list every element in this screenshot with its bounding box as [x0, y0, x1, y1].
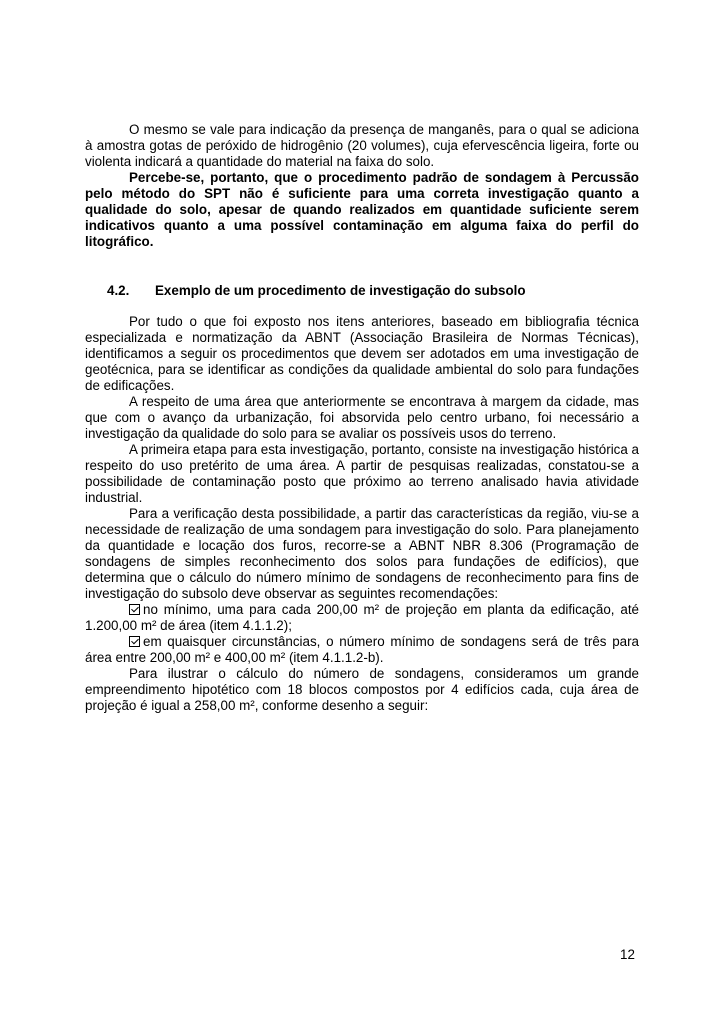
paragraph-illustration: Para ilustrar o cálculo do número de sondagens, consideramos um grande empreendimento hipotético com 18 blocos compostos por 4 edifícios cada, cuja área de projeção é igual a 258,00 m², conforme desenho a seguir: — [85, 666, 639, 713]
paragraph-verification: Para a verificação desta possibilidade, a partir das características da região, viu-se a necessidade de realização de uma sondagem para investigação do solo. Para planejamento da quantidade e locação dos furos, recorre-se a ABNT NBR 8.306 (Programação de sondagens de simples reconhecimento dos solos para fundações de edifícios), que determina que o cálculo do número mínimo de sondagens de reconhecimento para fins de investigação do subsolo deve observar as seguintes recomendações: — [85, 506, 639, 601]
bullet-item-1 — [85, 602, 639, 634]
paragraph-intro: Por tudo o que foi exposto nos itens anteriores, baseado em bibliografia técnica especializada e normatização da ABNT (Associação Brasileira de Normas Técnicas), identificamos a seguir os procedimentos que devem ser adotados em uma investigação de geotécnica, para se identificar as condições da qualidade ambiental do solo para fundações de edificações. — [85, 314, 639, 393]
section-title: Exemplo de um procedimento de investigação do subsolo — [155, 283, 526, 298]
paragraph-first-step: A primeira etapa para esta investigação, portanto, consiste na investigação histórica a respeito do uso pretérito de uma área. A partir de pesquisas realizadas, constatou-se a possibilidade de contaminação posto que próximo ao terreno analisado havia atividade industrial. — [85, 442, 639, 505]
paragraph-conclusion: Percebe-se, portanto, que o procedimento padrão de sondagem à Percussão pelo método do SPT não é suficiente para uma correta investigação quanto a qualidade do solo, apesar de quando realizados em quantidade suficiente serem indicativos quanto a uma possível contaminação em alguma faixa do perfil do litográfico. — [85, 170, 639, 249]
bullet-item-2 — [85, 634, 639, 666]
document-body — [85, 122, 639, 714]
paragraph-area: A respeito de uma área que anteriormente se encontrava à margem da cidade, mas que com o avanço da urbanização, foi absorvida pelo centro urbano, foi necessário a investigação da qualidade do solo para se avaliar os possíveis usos do terreno. — [85, 394, 639, 441]
paragraph-manganese: O mesmo se vale para indicação da presença de manganês, para o qual se adiciona à amostra gotas de peróxido de hidrogênio (20 volumes), cuja efervescência ligeira, forte ou violenta indicará a quantidade do material na faixa do solo. — [85, 122, 639, 169]
section-heading — [85, 283, 639, 299]
section-number: 4.2. — [107, 283, 130, 298]
bullet-text-1: no mínimo, uma para cada 200,00 m² de projeção em planta da edificação, até 1.200,00 m² de área (item 4.1.1.2); — [85, 602, 639, 633]
checkbox-checked-icon — [129, 604, 140, 615]
checkbox-checked-icon — [129, 636, 140, 647]
page-number: 12 — [620, 947, 635, 962]
bullet-text-2: em quaisquer circunstâncias, o número mínimo de sondagens será de três para área entre 200,00 m² e 400,00 m² (item 4.1.1.2-b). — [85, 634, 639, 665]
